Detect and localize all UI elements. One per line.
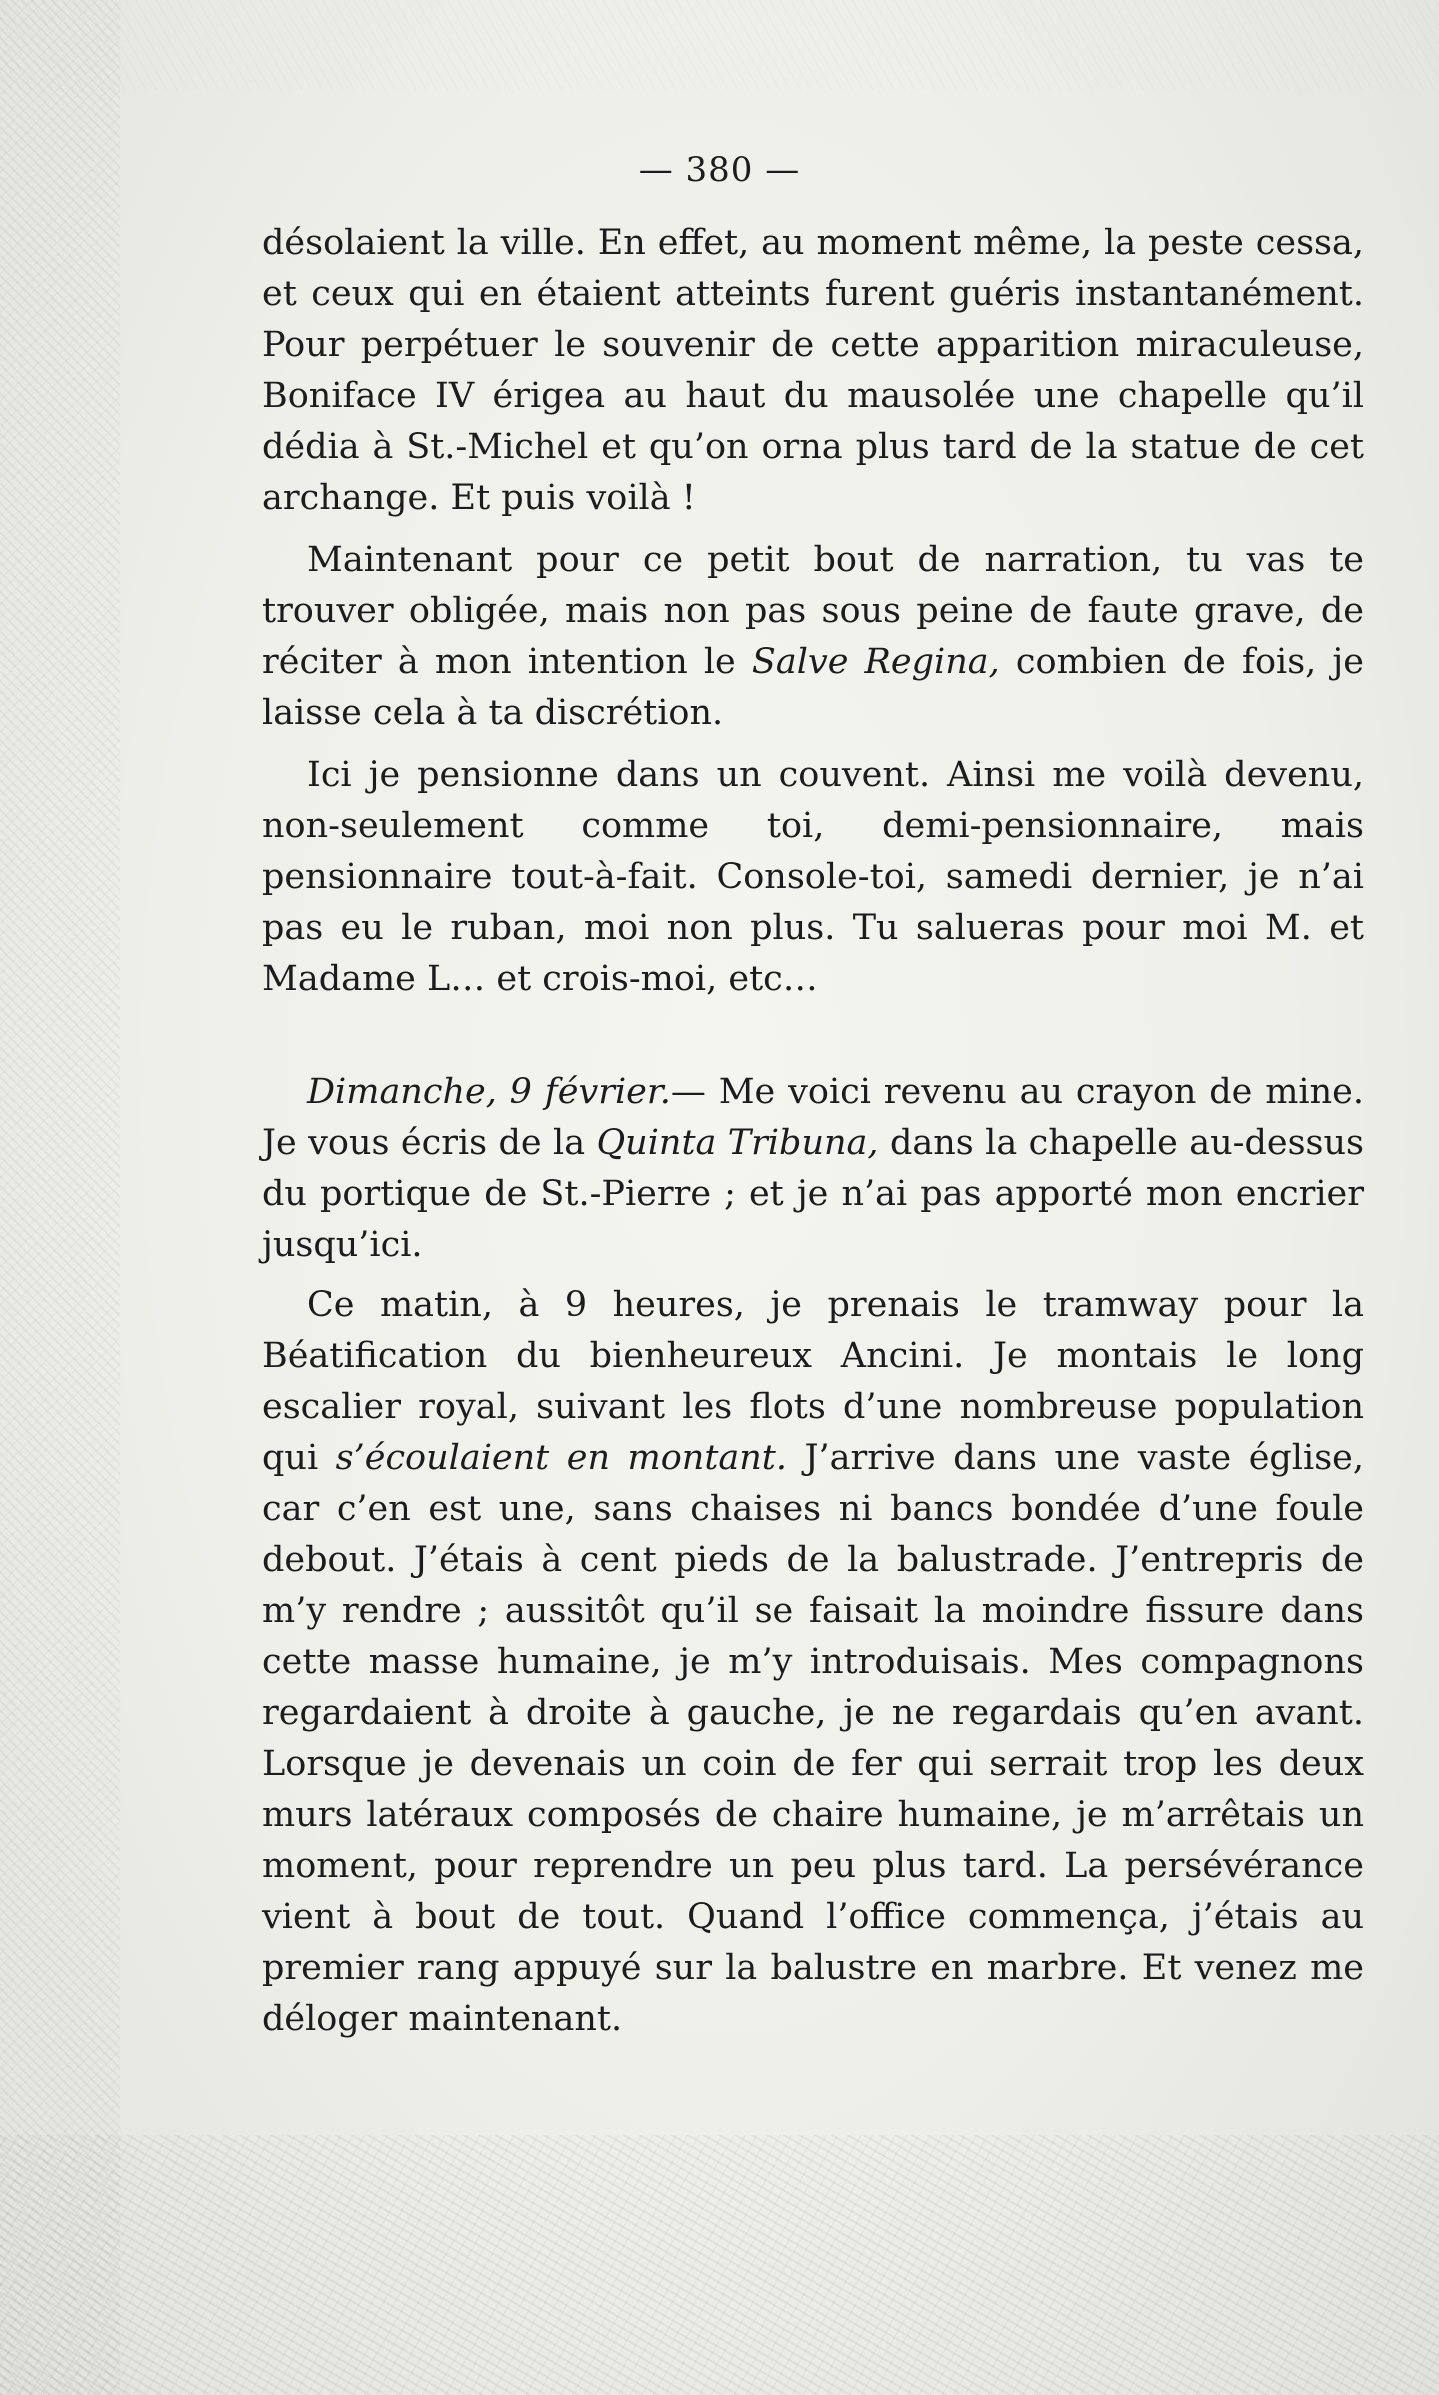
- text-run: dans la chapelle au-dessus du portique de St.-Pierre ; et je n’ai pas apporté mon encrier jusqu’ici.: [262, 1123, 1364, 1265]
- italic-text-run: Salve Regina,: [751, 642, 1000, 682]
- paragraph: [262, 218, 1364, 524]
- paragraph: [262, 1067, 1364, 1271]
- text-run: Maintenant pour ce petit bout de narration, tu vas te trouver obligée, mais non pas sous peine de faute grave, de réciter à mon intention le: [262, 540, 1364, 682]
- page-number: — 380 —: [638, 150, 801, 190]
- text-run: désolaient la ville. En effet, au moment même, la peste cessa, et ceux qui en étaient atteints furent guéris instantanément. Pour perpétuer le souvenir de cette apparition miraculeuse, Boniface IV érigea au haut du mausolée une chapelle qu’il dédia à St.-Michel et qu’on orna plus tard de la statue de cet archange. Et puis voilà !: [262, 223, 1364, 518]
- text-run: Ici je pensionne dans un couvent. Ainsi me voilà devenu, non-seulement comme toi, demi-pensionnaire, mais pensionnaire tout-à-fait. Console-toi, samedi dernier, je n’ai pas eu le ruban, moi non plus. Tu salueras pour moi M. et Madame L… et crois-moi, etc…: [262, 755, 1364, 999]
- page-noise-left: [0, 0, 120, 2395]
- text-run: Ce matin, à 9 heures, je prenais le tramway pour la Béatification du bienheureux Ancini. Je montais le long escalier royal, suivant les flots d’une nombreuse population qui: [262, 1285, 1364, 1478]
- paragraph: [262, 535, 1364, 739]
- body-text: [262, 218, 1364, 2045]
- italic-text-run: Quinta Tribuna,: [596, 1123, 879, 1163]
- page-noise-bottom: [0, 2135, 1439, 2395]
- italic-text-run: Dimanche, 9 février.: [307, 1072, 671, 1112]
- page-noise-top: [0, 0, 1439, 90]
- text-run: — Me voici revenu au crayon de mine. Je vous écris de la: [262, 1072, 1364, 1163]
- paragraph: [262, 1280, 1364, 2045]
- text-run: combien de fois, je laisse cela à ta discrétion.: [262, 642, 1364, 733]
- italic-text-run: s’écoulaient en montant.: [335, 1438, 787, 1478]
- text-run: J’arrive dans une vaste église, car c’en est une, sans chaises ni bancs bondée d’une foule debout. J’étais à cent pieds de la balustrade. J’entrepris de m’y rendre ; aussitôt qu’il se faisait la moindre fissure dans cette masse humaine, je m’y introduisais. Mes compagnons regardaient à droite à gauche, je ne regardais qu’en avant. Lorsque je devenais un coin de fer qui serrait trop les deux murs latéraux composés de chaire humaine, je m’arrêtais un moment, pour reprendre un peu plus tard. La persévérance vient à bout de tout. Quand l’office commença, j’étais au premier rang appuyé sur la balustre en marbre. Et venez me déloger maintenant.: [262, 1438, 1364, 2039]
- paragraph: [262, 750, 1364, 1005]
